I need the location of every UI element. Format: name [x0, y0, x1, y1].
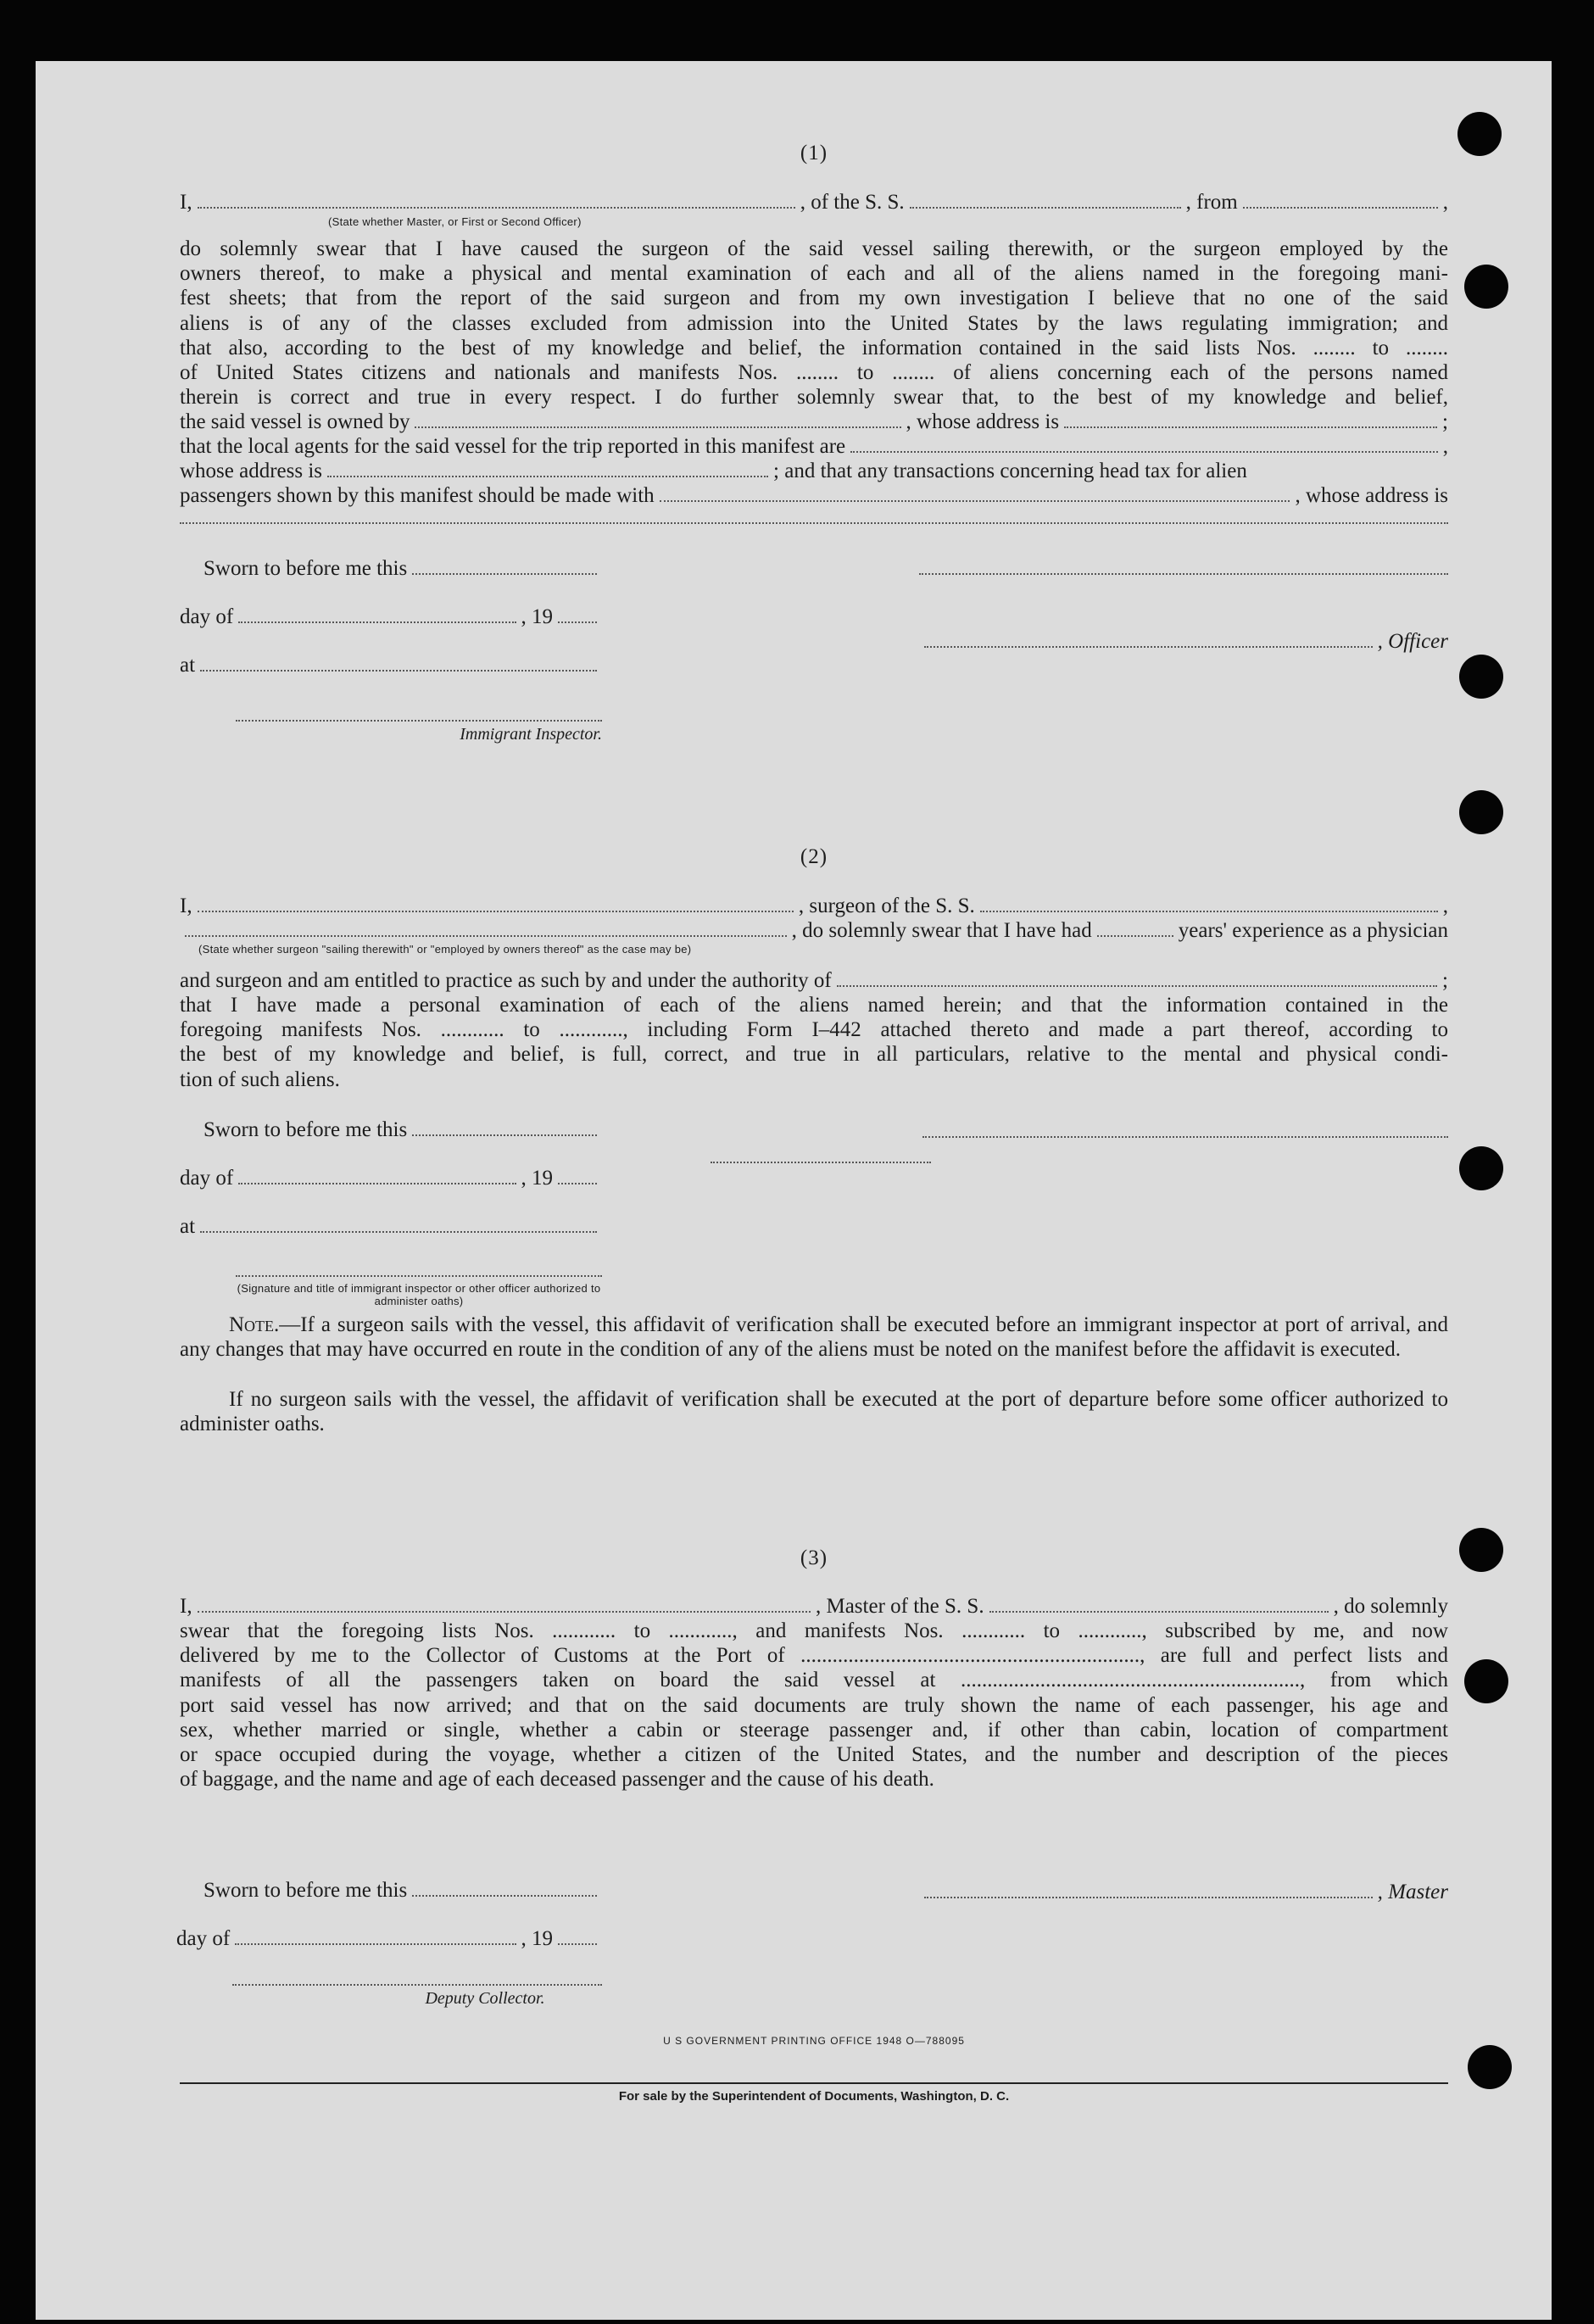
punch-hole [1459, 1146, 1503, 1190]
head-tax-address-field[interactable] [180, 522, 1448, 524]
officer-signature-field[interactable] [919, 573, 1448, 575]
section-3-master-line: I, , Master of the S. S. , do solemnly [180, 1595, 1448, 1618]
agents-address-field[interactable] [327, 459, 768, 477]
officer-name-field[interactable] [198, 190, 795, 209]
at-line-1: at [180, 653, 602, 678]
footer-rule [180, 2082, 1448, 2084]
surgeon-vessel-field[interactable] [980, 894, 1438, 912]
years-experience-field[interactable] [1097, 918, 1173, 937]
section-2-paragraph: that I have made a personal examination of each of the aliens named herein; and that the information contained in the foregoing manifests Nos. ............ to ............, including Form I–442 attached thereto and made a part thereof, according to the best of my knowledge and belief, is full, correct, and true in all particulars, relative to the mental and physical condi- tion of such aliens. [180, 994, 1448, 1091]
punch-hole [1459, 655, 1503, 699]
head-tax-line: passengers shown by this manifest should be made with , whose address is [180, 484, 1448, 507]
collector-signature-field[interactable] [232, 1984, 602, 1986]
vessel-name-field[interactable] [910, 190, 1181, 209]
year-field-2[interactable] [558, 1166, 597, 1184]
note-paragraph-1: Note.—If a surgeon sails with the vessel, this affidavit of verification shall be executed before an immigrant inspector at port of arrival, and any changes that may have occurred en route in the condition of any of the aliens must be noted on the manifest before the affidavit is executed. [180, 1313, 1448, 1362]
agents-address-line: whose address is ; and that any transactions concerning head tax for alien [180, 460, 1247, 482]
punch-hole [1457, 112, 1502, 156]
punch-hole [1459, 790, 1503, 834]
section-2-number: (2) [800, 845, 828, 868]
sworn-line-1: Sworn to before me this [203, 556, 602, 582]
sworn-line-2: Sworn to before me this [203, 1117, 602, 1143]
section-1-number: (1) [800, 142, 828, 164]
owner-address-field[interactable] [1064, 410, 1437, 428]
officer-caption: (State whether Master, or First or Second Officer) [328, 215, 582, 228]
deputy-collector-label: Deputy Collector. [425, 1989, 545, 2008]
sworn-date-field[interactable] [412, 556, 597, 575]
head-tax-party-field[interactable] [660, 483, 1290, 502]
day-of-line-2: day of , 19 [180, 1166, 602, 1191]
administering-officer-signature-field[interactable] [236, 1275, 602, 1277]
surgeon-status-field[interactable] [185, 918, 787, 937]
officer-line: , Officer [919, 629, 1448, 655]
punch-hole [1459, 1528, 1503, 1572]
sworn-date-field-3[interactable] [412, 1878, 597, 1897]
owner-field[interactable] [415, 410, 900, 428]
printing-office-line: U S GOVERNMENT PRINTING OFFICE 1948 O—788095 [663, 2035, 965, 2047]
inspector-signature-field[interactable] [236, 720, 602, 722]
year-field-3[interactable] [558, 1926, 597, 1945]
day-of-field[interactable] [238, 605, 516, 623]
punch-hole [1468, 2045, 1512, 2089]
section-1-paragraph: do solemnly swear that I have caused the surgeon of the said vessel sailing therewith, or the surgeon employed by the owners thereof, to make a physical and mental examination of each and all of the aliens named in the foregoing mani- fest sheets; that from the report of the said surgeon and from my own investigation I believe that no one of the said aliens is of any of the classes excluded from admission into the United States by the laws regulating immigration; and that also, according to the best of my knowledge and belief, the information contained in the said lists Nos. ........ to ........ of United States citizens and nationals and manifests Nos. ........ to ........ of aliens concerning each of the persons named therein is correct and true in every respect. I do further solemnly swear that, to the best of my knowledge and belief, [180, 237, 1448, 410]
section-3-number: (3) [800, 1547, 828, 1569]
form-page [36, 61, 1552, 2320]
master-name-field[interactable] [198, 1594, 811, 1613]
surgeon-caption: (State whether surgeon "sailing therewith" or "employed by owners thereof" as the case may be) [198, 943, 692, 956]
section-1-officer-line: I, , of the S. S. , from , [180, 191, 1448, 214]
surgeon-title-field[interactable] [711, 1162, 931, 1163]
at-line-2: at [180, 1214, 602, 1240]
punch-hole [1464, 265, 1508, 309]
authority-field[interactable] [837, 968, 1437, 987]
section-3-paragraph: swear that the foregoing lists Nos. ............ to ............, and manifests Nos. ............ to ............, subscribed by me, and now delivered by me to the Collector of Customs at the Port of ................................................................, are full and perfect lists and manifests of all the passengers taken on board the said vessel at ................................................................, from which port said vessel has now arrived; and that on the said documents are truly shown the name of each passenger, his age and sex, whether married or single, whether a cabin or steerage passenger and, if other than cabin, location of compartment or space occupied during the voyage, whether a citizen of the United States, and the number and description of the pieces of baggage, and the name and age of each deceased passenger and the cause of his death. [180, 1619, 1448, 1792]
day-of-line-3: day of , 19 [176, 1926, 602, 1952]
punch-hole [1464, 1659, 1508, 1703]
administering-officer-caption: (Signature and title of immigrant inspector or other officer authorized to administer oaths) [237, 1282, 601, 1307]
year-field[interactable] [558, 605, 597, 623]
sworn-line-3: Sworn to before me this [203, 1878, 602, 1903]
day-of-line-1: day of , 19 [180, 605, 602, 630]
owned-by-line: the said vessel is owned by , whose address is ; [180, 410, 1448, 433]
authority-line: and surgeon and am entitled to practice as such by and under the authority of ; [180, 969, 1448, 992]
surgeon-experience-line: , do solemnly swear that I have had years' experience as a physician [180, 918, 1448, 944]
sworn-date-field-2[interactable] [412, 1117, 597, 1136]
day-of-field-2[interactable] [238, 1166, 516, 1184]
at-place-field-2[interactable] [200, 1214, 597, 1233]
for-sale-line: For sale by the Superintendent of Documents, Washington, D. C. [618, 2089, 1010, 2104]
master-vessel-field[interactable] [989, 1594, 1329, 1613]
section-2-surgeon-line: I, , surgeon of the S. S. , [180, 894, 1448, 917]
master-signature-line: , Master [919, 1880, 1448, 1905]
from-port-field[interactable] [1243, 190, 1438, 209]
local-agents-field[interactable] [850, 434, 1438, 453]
local-agents-line: that the local agents for the said vessel for the trip reported in this manifest are , [180, 435, 1448, 458]
at-place-field[interactable] [200, 653, 597, 672]
officer-title-field[interactable] [924, 629, 1373, 648]
day-of-field-3[interactable] [235, 1926, 516, 1945]
immigrant-inspector-label: Immigrant Inspector. [460, 725, 602, 744]
note-paragraph-2: If no surgeon sails with the vessel, the affidavit of verification shall be executed at the port of departure before some officer authorized to administer oaths. [180, 1388, 1448, 1436]
master-signature-field[interactable] [924, 1880, 1373, 1898]
surgeon-signature-field[interactable] [922, 1136, 1448, 1138]
surgeon-name-field[interactable] [198, 894, 794, 912]
